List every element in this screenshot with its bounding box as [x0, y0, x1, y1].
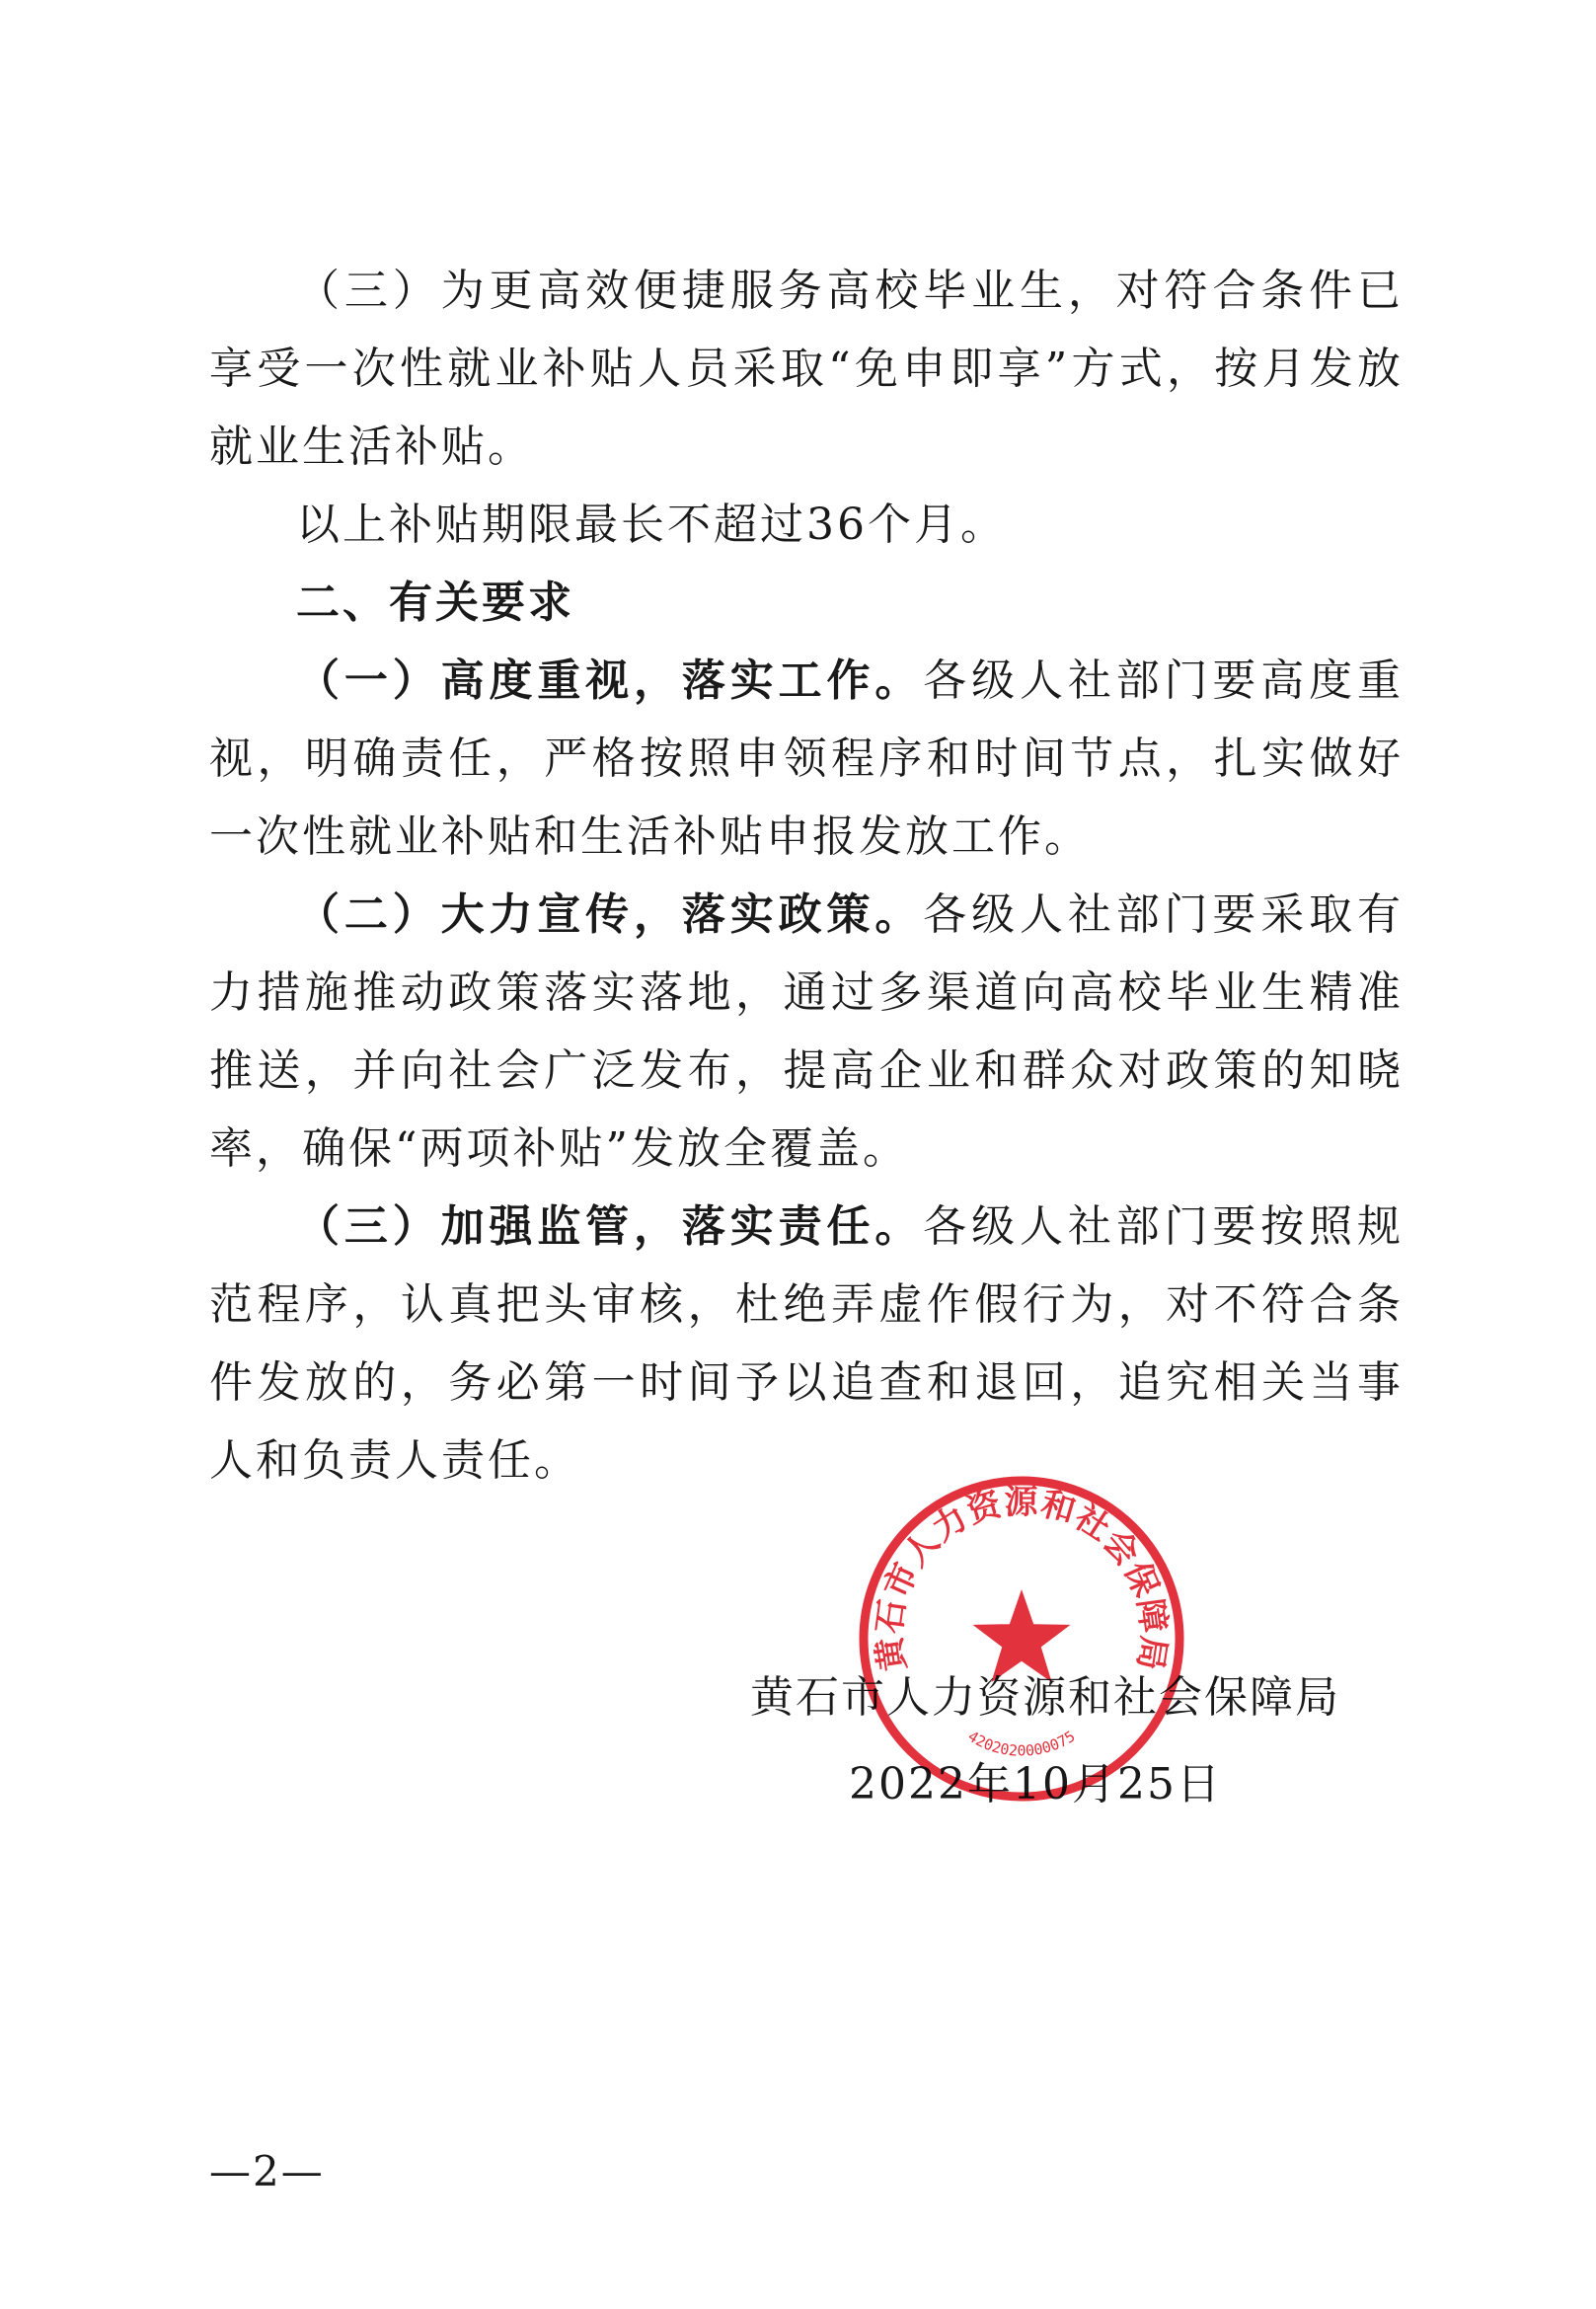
document-body — [209, 252, 1404, 1500]
paragraph-subsidy-limit — [209, 486, 1404, 564]
signature-date: 2022年10月25日 — [849, 1759, 1222, 1809]
paragraph-text: （三）为更高效便捷服务高校毕业生，对符合条件已享受一次性就业补贴人员采取“免申即享”方式，按月发放就业生活补贴。 — [209, 266, 1404, 472]
section-heading: 二、有关要求 — [296, 577, 574, 628]
signature-organization: 黄石市人力资源和社会保障局 — [750, 1672, 1340, 1723]
paragraph-free-application — [209, 252, 1404, 486]
requirement-item-3 — [209, 1188, 1404, 1500]
requirement-lead: （三）加强监管，落实责任。 — [296, 1201, 924, 1252]
requirement-text: 各级人社部门要采取有力措施推动政策落实落地，通过多渠道向高校毕业生精准推送，并向社会广泛发布，提高企业和群众对政策的知晓率，确保“两项补贴”发放全覆盖。 — [209, 889, 1405, 1174]
requirement-item-2 — [209, 876, 1404, 1188]
page-number: —2— — [209, 2147, 325, 2195]
requirement-item-1 — [209, 642, 1404, 876]
requirement-text: 各级人社部门要高度重视，明确责任，严格按照申领程序和时间节点，扎实做好一次性就业补贴和生活补贴申报发放工作。 — [209, 655, 1405, 862]
requirement-text: 各级人社部门要按照规范程序，认真把头审核，杜绝弄虚作假行为，对不符合条件发放的，务必第一时间予以追查和退回，追究相关当事人和负责人责任。 — [209, 1201, 1405, 1486]
requirement-lead: （一）高度重视，落实工作。 — [296, 655, 924, 706]
seal-code-text: 4202020000075 — [964, 1727, 1079, 1760]
seal-arc-text: 黄石市人力资源和社会保障局 — [870, 1483, 1174, 1674]
requirement-lead: （二）大力宣传，落实政策。 — [296, 889, 924, 940]
seal-star — [973, 1589, 1071, 1682]
official-seal-icon — [854, 1471, 1189, 1807]
paragraph-text: 以上补贴期限最长不超过36个月。 — [296, 500, 1007, 550]
